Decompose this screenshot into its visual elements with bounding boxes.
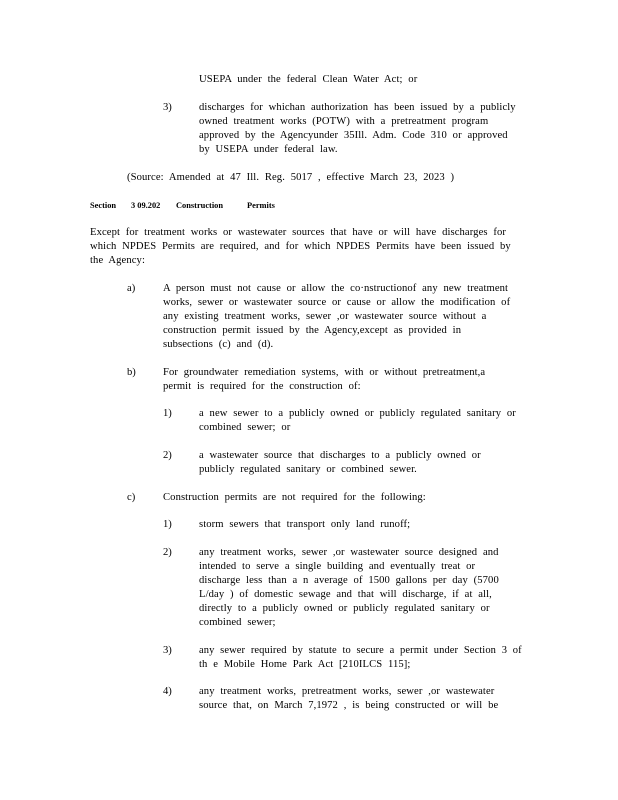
section-label: Section [90,201,117,210]
subsection-label: c) [127,492,136,503]
source-note: (Source: Amended at 47 Ill. Reg. 5017 , effective March 23, 2023 ) [127,172,455,183]
item-text-line: discharge less than a n average of 1500 gallons per day (5700 [199,575,499,586]
subsection-line: Construction permits are not required for the following: [163,492,426,503]
item-text-line: approved by the Agencyunder 35Ill. Adm. Code 310 or approved [199,130,508,141]
item-text-line: combined sewer; [199,617,276,628]
section-number: 3 09.202 [131,201,161,210]
section-title: Construction [176,201,223,210]
item-label: 1) [163,408,172,419]
item-label: 2) [163,547,172,558]
item-text-line: any treatment works, sewer ,or wastewater source designed and [199,547,499,558]
item-label: 1) [163,519,172,530]
subsection-line: permit is required for the construction of: [163,381,361,392]
section-subtitle: Permits [247,201,275,210]
item-label: 3) [163,645,172,656]
subsection-label: a) [127,283,136,294]
item-text-line: by USEPA under federal law. [199,144,338,155]
item-text-line: intended to serve a single building and eventually treat or [199,561,476,572]
item-text-line: publicly regulated sanitary or combined sewer. [199,464,417,475]
intro-line: which NPDES Permits are required, and for which NPDES Permits have been issued by [90,241,511,252]
item-text-line: th e Mobile Home Park Act [210ILCS 115]; [199,659,411,670]
item-text-line: storm sewers that transport only land runoff; [199,519,411,530]
item-text-line: a wastewater source that discharges to a publicly owned or [199,450,481,461]
subsection-line: A person must not cause or allow the co·nstructionof any new treatment [163,283,509,294]
item-label: 4) [163,686,172,697]
intro-line: the Agency: [90,255,145,266]
intro-line: Except for treatment works or wastewater sources that have or will have discharges for [90,227,506,238]
continued-item-text: USEPA under the federal Clean Water Act; or [199,74,418,85]
item-text-line: source that, on March 7,1972 , is being constructed or will be [199,700,499,711]
item-text-line: discharges for whichan authorization has been issued by a publicly [199,102,516,113]
item-text-line: L/day ) of domestic sewage and that will discharge, if at all, [199,589,492,600]
item-text-line: any sewer required by statute to secure a permit under Section 3 of [199,645,522,656]
subsection-line: works, sewer or wastewater source or cause or allow the modification of [163,297,511,308]
subsection-line: construction permit issued by the Agency,except as provided in [163,325,462,336]
item-label: 2) [163,450,172,461]
item-text-line: combined sewer; or [199,422,291,433]
subsection-line: For groundwater remediation systems, with or without pretreatment,a [163,367,486,378]
subsection-label: b) [127,367,136,378]
item-text-line: directly to a publicly owned or publicly regulated sanitary or [199,603,490,614]
subsection-line: subsections (c) and (d). [163,339,274,350]
item-text-line: any treatment works, pretreatment works, sewer ,or wastewater [199,686,495,697]
subsection-line: any existing treatment works, sewer ,or wastewater source without a [163,311,487,322]
item-text-line: owned treatment works (POTW) with a pretreatment program [199,116,489,127]
item-text-line: a new sewer to a publicly owned or publicly regulated sanitary or [199,408,516,419]
item-label: 3) [163,102,172,113]
